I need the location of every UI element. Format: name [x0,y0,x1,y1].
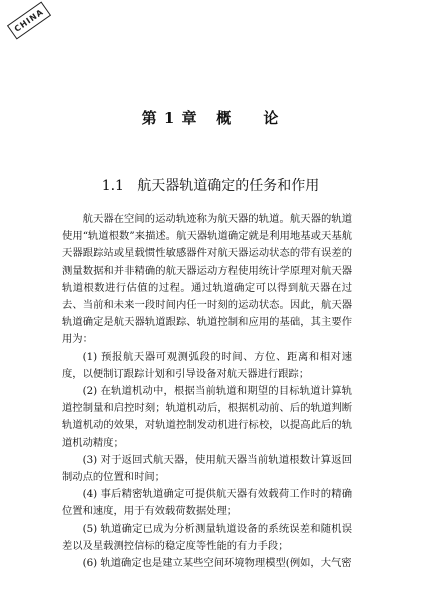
intro-paragraph: 航天器在空间的运动轨迹称为航天器的轨道。航天器的轨道使用“轨道根数”来描述。航天器轨道确定就是利用地基或天基航天器跟踪站或星载惯性敏感器件对航天器运动状态的带有误差的测量数据和并非精确的航天器运动方程使用统计学原理对航天器轨道根数进行估值的过程。通过轨道确定可以得到航天器在过去、当前和未来一段时间内任一时刻的运动状态。因此，航天器轨道确定是航天器轨道跟踪、轨道控制和应用的基础，其主要作用为： [62,213,352,346]
list-item: (2) 在轨道机动中，根据当前轨道和期望的目标轨道计算轨道控制量和启控时刻；轨道机动后，根据机动前、后的轨道判断轨道机动的效果，对轨道控制发动机进行标校，以提高此后的轨道机动精度； [62,385,352,449]
section-title: 1.1 航天器轨道确定的任务和作用 [101,178,320,194]
chapter-title: 第 1 章 概 论 [141,109,280,127]
list-item: (6) 轨道确定也是建立某些空间环境物理模型(例如，大气密 [82,557,352,570]
list-item: (4) 事后精密轨道确定可提供航天器有效载荷工作时的精确位置和速度，用于有效载荷数据处理； [62,488,352,518]
list-item: (3) 对于返回式航天器，使用航天器当前轨道根数计算返回制动点的位置和时间； [62,453,352,484]
list-item: (1) 预报航天器可观测弧段的时间、方位、距离和相对速度，以便制订跟踪计划和引导设备对航天器进行跟踪； [62,350,352,380]
body-text [62,211,352,572]
list-item: (5) 轨道确定已成为分析测量轨道设备的系统误差和随机误差以及星载测控信标的稳定度等性能的有力手段； [62,522,352,552]
china-stamp: CHINA [7,1,51,39]
